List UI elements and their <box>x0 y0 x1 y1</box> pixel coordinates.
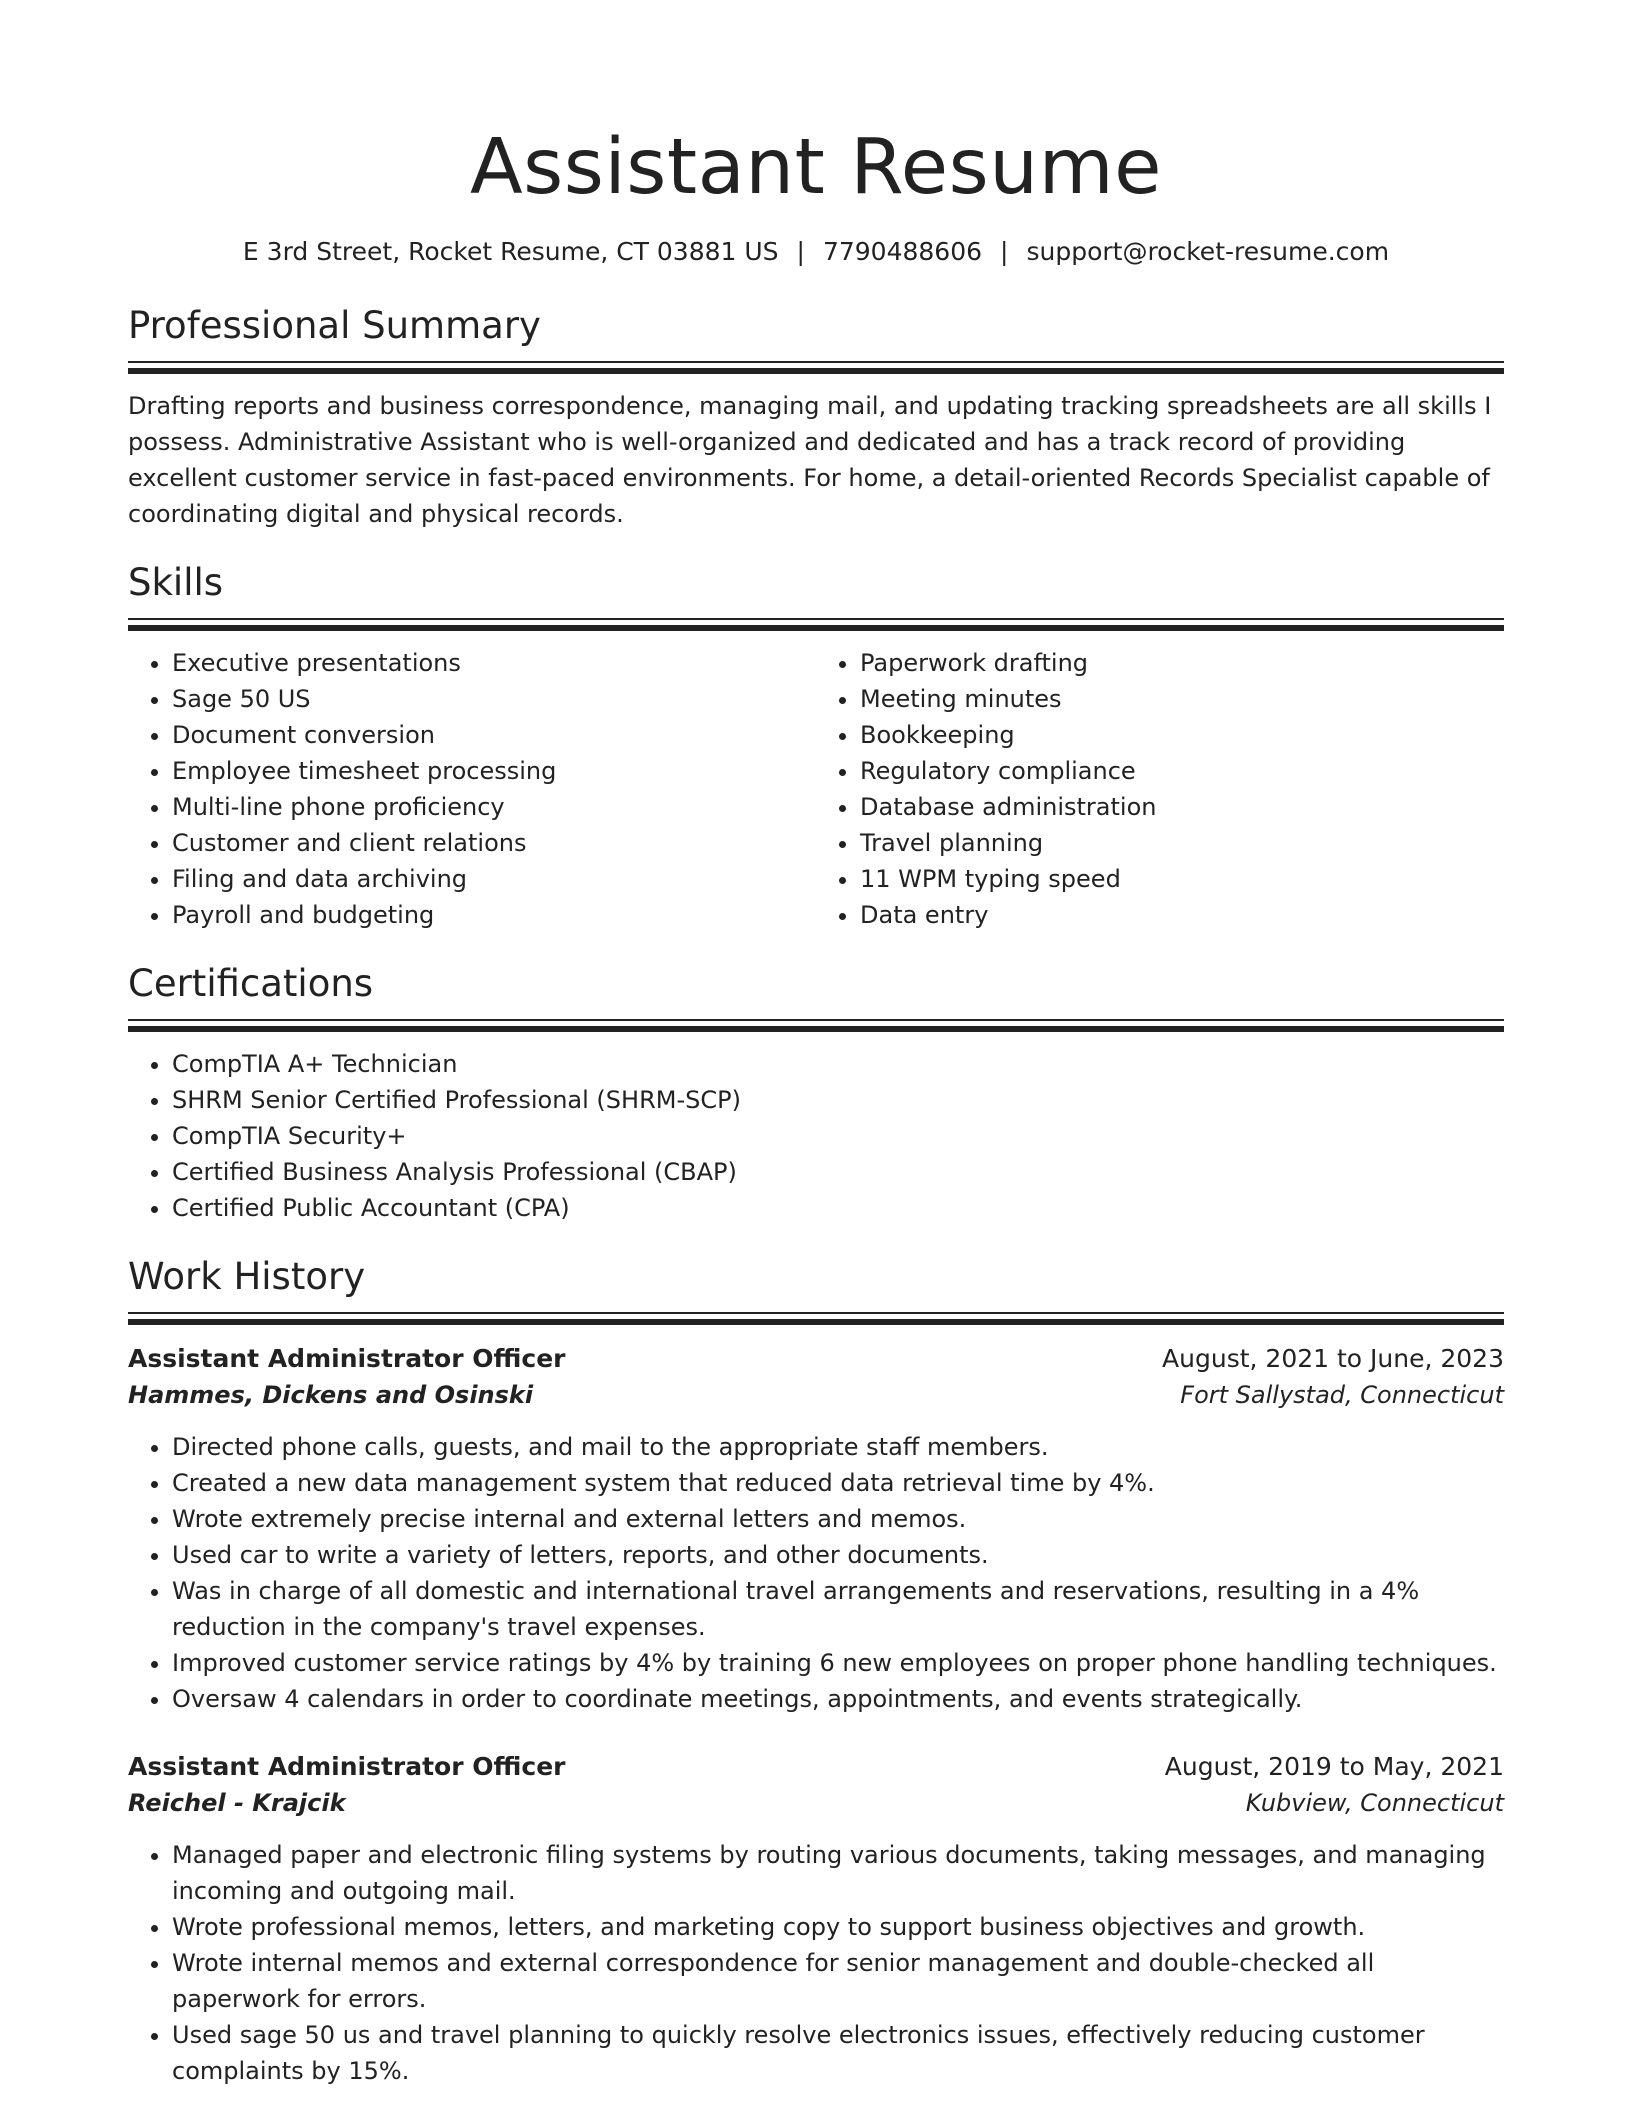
job-subheader <box>128 1785 1504 1821</box>
skill-item: • Filing and data archiving <box>172 861 816 897</box>
certification-item: • CompTIA Security+ <box>172 1118 1504 1154</box>
job-bullet: • Was in charge of all domestic and international travel arrangements and reservations, resulting in a 4% reduction in the company's travel expenses. <box>172 1573 1504 1645</box>
job-header <box>128 1341 1504 1377</box>
job-title: Assistant Administrator Officer <box>128 1752 566 1781</box>
work-history-section <box>128 1254 1504 2089</box>
skill-item: • Bookkeeping <box>860 717 1504 753</box>
certification-item: • SHRM Senior Certified Professional (SHRM-SCP) <box>172 1082 1504 1118</box>
job-bullet: • Wrote internal memos and external correspondence for senior management and double-checked all paperwork for errors. <box>172 1945 1504 2017</box>
certifications-list <box>128 1046 1504 1226</box>
skills-list-right <box>816 645 1504 933</box>
skill-item: • Data entry <box>860 897 1504 933</box>
skills-section <box>128 560 1504 933</box>
certification-item: • Certified Business Analysis Professional (CBAP) <box>172 1154 1504 1190</box>
summary-section <box>128 303 1504 532</box>
skill-item: • Database administration <box>860 789 1504 825</box>
skill-item: • Customer and client relations <box>172 825 816 861</box>
skill-item: • Paperwork drafting <box>860 645 1504 681</box>
job-bullet-list <box>128 1429 1504 1717</box>
job-bullet: • Wrote professional memos, letters, and marketing copy to support business objectives and growth. <box>172 1909 1504 1945</box>
job-bullet-list <box>128 1837 1504 2089</box>
contact-line <box>128 236 1504 268</box>
skill-item: • Executive presentations <box>172 645 816 681</box>
skill-item: • Employee timesheet processing <box>172 753 816 789</box>
section-title-work-history: Work History <box>128 1255 366 1298</box>
job-bullet: • Managed paper and electronic filing systems by routing various documents, taking messages, and managing incoming and outgoing mail. <box>172 1837 1504 1909</box>
contact-address: E 3rd Street, Rocket Resume, CT 03881 US <box>242 237 779 266</box>
skill-item: • Regulatory compliance <box>860 753 1504 789</box>
job-bullet: • Used car to write a variety of letters, reports, and other documents. <box>172 1537 1504 1573</box>
job-company: Hammes, Dickens and Osinski <box>128 1381 534 1409</box>
job-title: Assistant Administrator Officer <box>128 1344 566 1373</box>
section-title-skills: Skills <box>128 561 224 604</box>
job-location: Fort Sallystad, Connecticut <box>1180 1381 1504 1409</box>
job-subheader <box>128 1377 1504 1413</box>
job-bullet: • Created a new data management system that reduced data retrieval time by 4%. <box>172 1465 1504 1501</box>
summary-text: Drafting reports and business correspondence, managing mail, and updating tracking spreadsheets are all skills I possess. Administrative Assistant who is well-organized and dedicated and has a track record of providing excellent customer service in fast-paced environments. For home, a detail-oriented Records Specialist capable of coordinating digital and physical records. <box>128 392 1492 528</box>
section-divider <box>128 1019 1504 1021</box>
certifications-section <box>128 961 1504 1226</box>
job-bullet: • Directed phone calls, guests, and mail to the appropriate staff members. <box>172 1429 1504 1465</box>
section-divider-thick <box>128 625 1504 631</box>
skill-item: • Travel planning <box>860 825 1504 861</box>
section-divider-thick <box>128 368 1504 374</box>
job-company: Reichel - Krajcik <box>128 1789 346 1817</box>
contact-phone: 7790488606 <box>822 237 983 266</box>
job-header <box>128 1749 1504 1785</box>
contact-email: support@rocket-resume.com <box>1026 237 1390 266</box>
contact-separator: | <box>1000 237 1009 266</box>
section-divider <box>128 618 1504 620</box>
skill-item: • Multi-line phone proficiency <box>172 789 816 825</box>
certification-item: • Certified Public Accountant (CPA) <box>172 1190 1504 1226</box>
section-divider <box>128 361 1504 363</box>
skill-item: • Payroll and budgeting <box>172 897 816 933</box>
skill-item: • Meeting minutes <box>860 681 1504 717</box>
job-entry <box>128 1341 1504 1717</box>
skill-item: • 11 WPM typing speed <box>860 861 1504 897</box>
job-bullet: • Improved customer service ratings by 4% by training 6 new employees on proper phone handling techniques. <box>172 1645 1504 1681</box>
section-divider <box>128 1312 1504 1314</box>
section-title-certifications: Certifications <box>128 962 374 1005</box>
section-title-summary: Professional Summary <box>128 304 541 347</box>
contact-separator: | <box>796 237 805 266</box>
job-bullet: • Used sage 50 us and travel planning to quickly resolve electronics issues, effectively reducing customer complaints by 15%. <box>172 2017 1504 2089</box>
job-dates: August, 2019 to May, 2021 <box>1164 1752 1504 1781</box>
job-location: Kubview, Connecticut <box>1245 1789 1504 1817</box>
job-bullet: • Oversaw 4 calendars in order to coordinate meetings, appointments, and events strategically. <box>172 1681 1504 1717</box>
section-divider-thick <box>128 1026 1504 1032</box>
skill-item: • Document conversion <box>172 717 816 753</box>
resume-title: Assistant Resume <box>470 123 1162 212</box>
section-divider-thick <box>128 1319 1504 1325</box>
certification-item: • CompTIA A+ Technician <box>172 1046 1504 1082</box>
skills-list-left <box>128 645 816 933</box>
skills-columns <box>128 645 1504 933</box>
job-bullet: • Wrote extremely precise internal and external letters and memos. <box>172 1501 1504 1537</box>
job-entry <box>128 1749 1504 2089</box>
job-dates: August, 2021 to June, 2023 <box>1162 1344 1504 1373</box>
skill-item: • Sage 50 US <box>172 681 816 717</box>
